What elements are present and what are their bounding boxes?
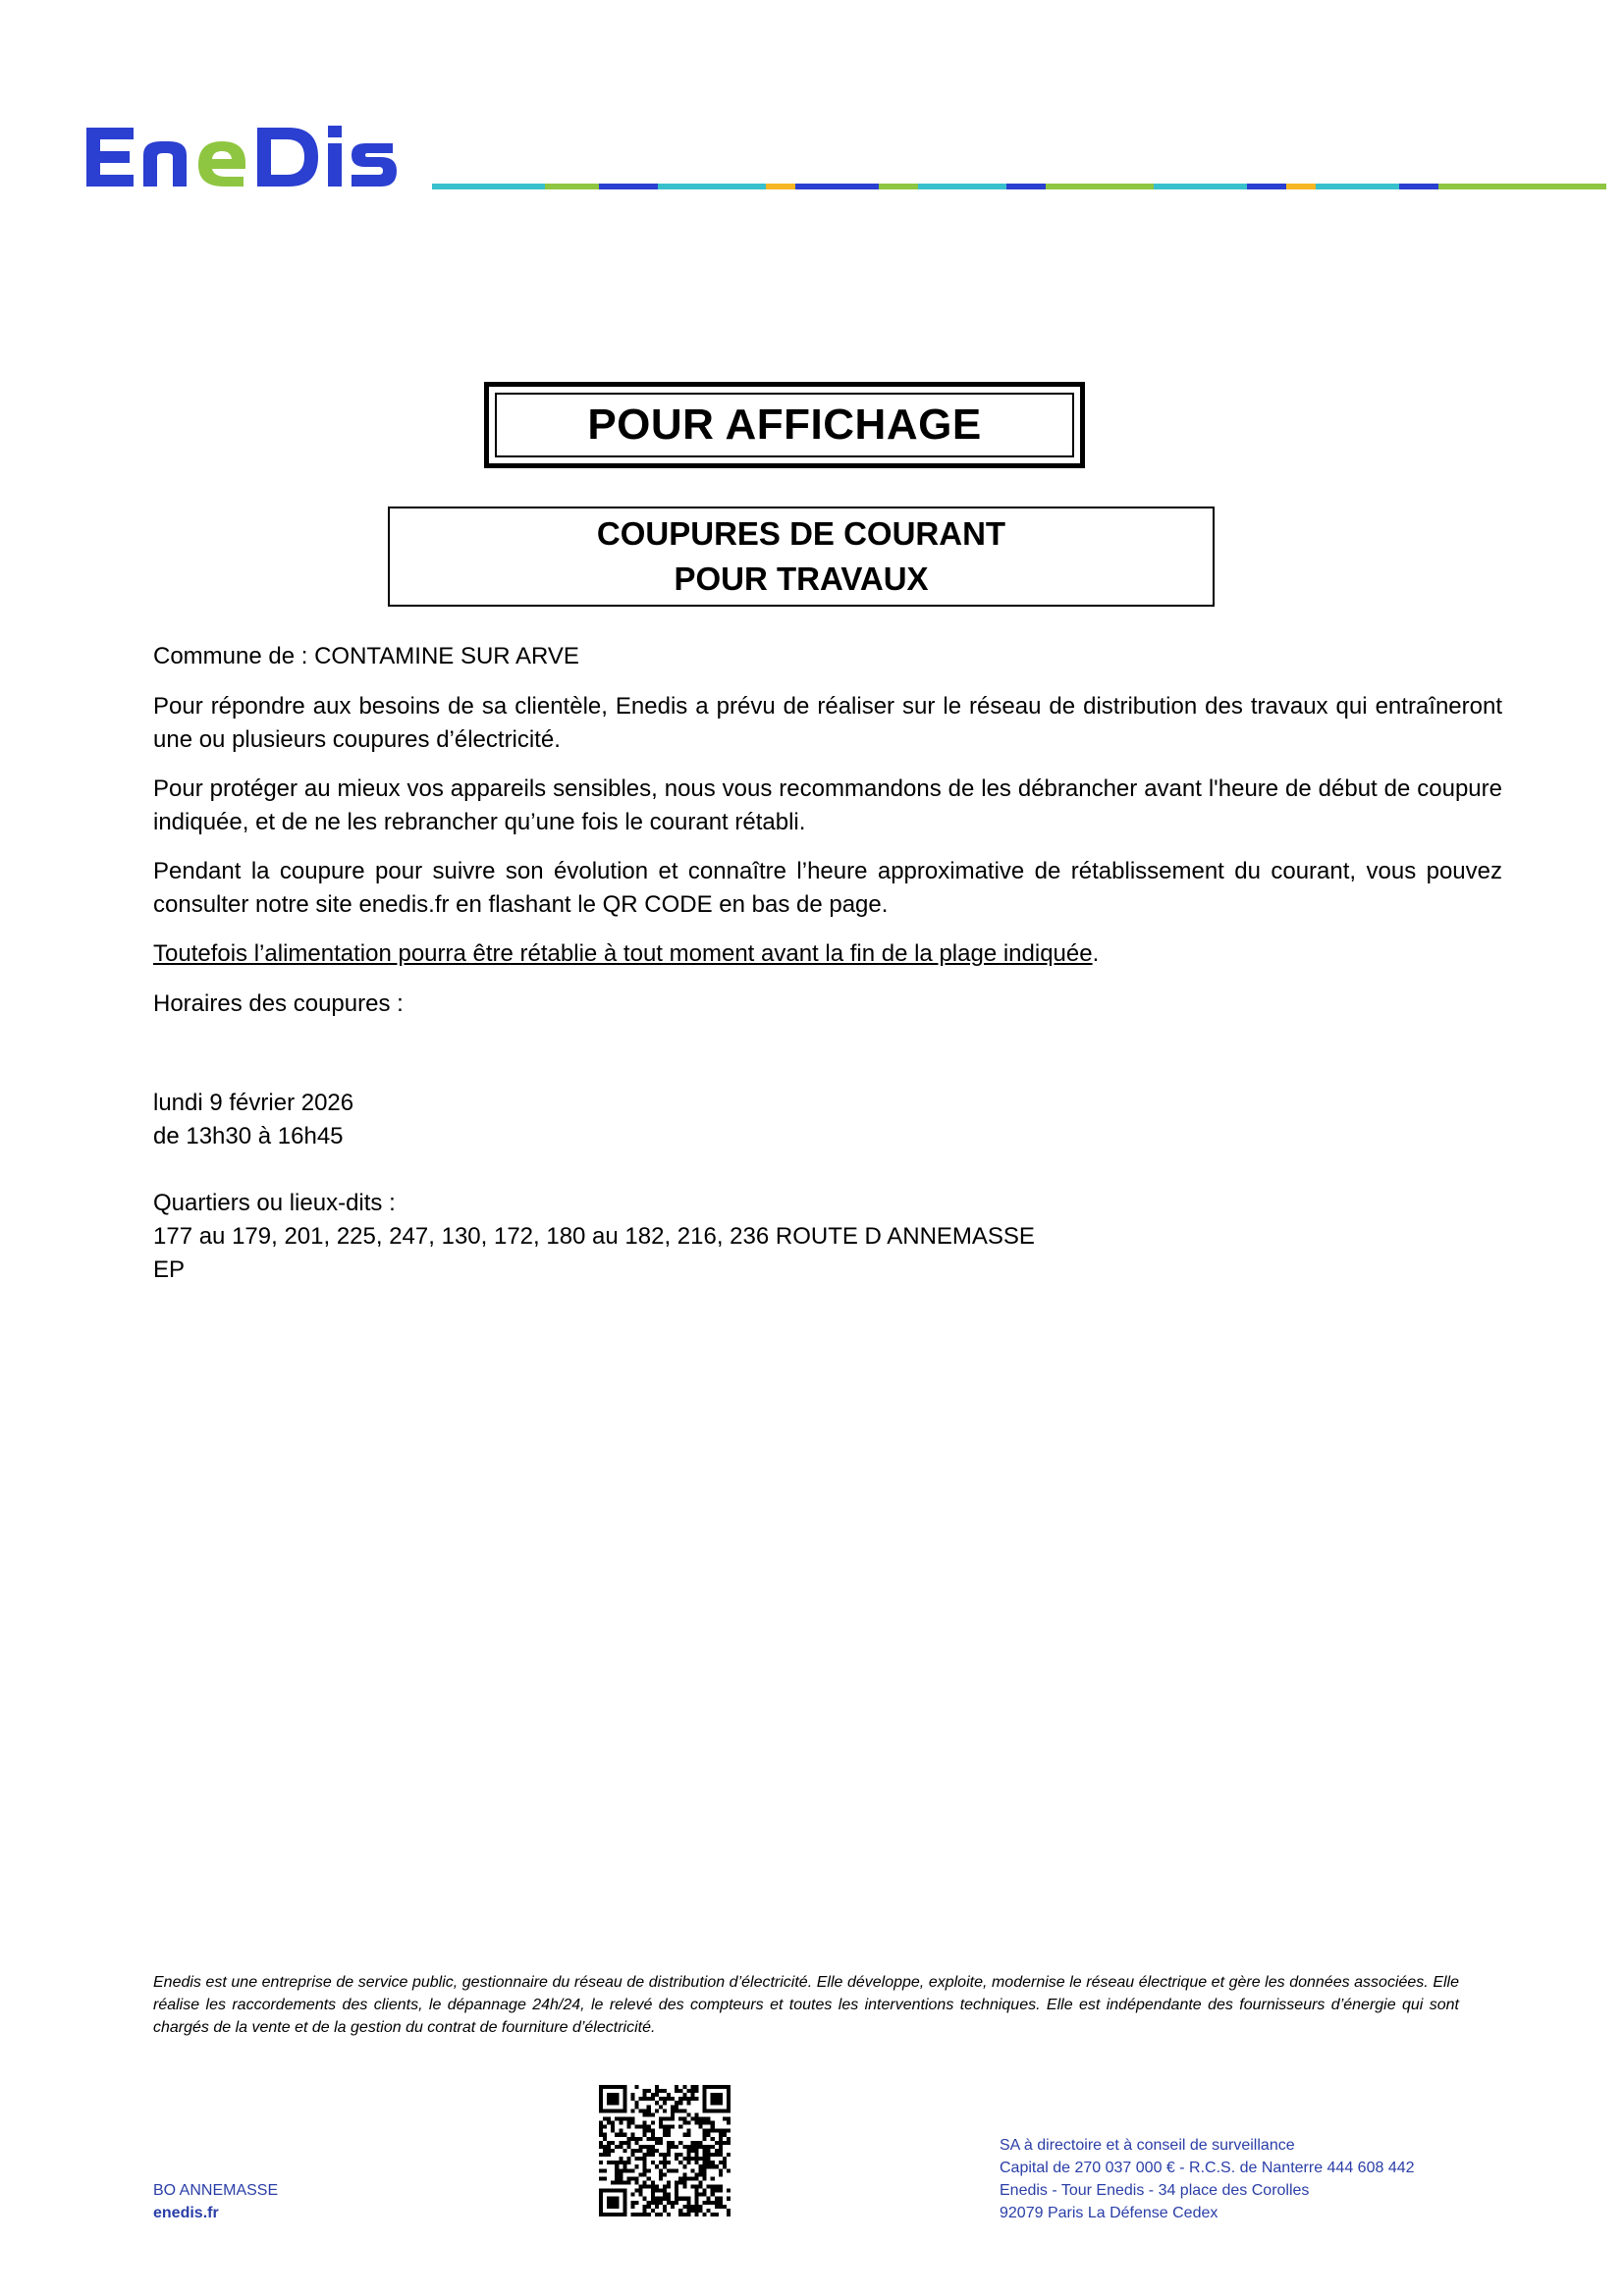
qr-code-icon[interactable] [599, 2085, 731, 2216]
legal-line-3: Enedis - Tour Enedis - 34 place des Corolles [1000, 2182, 1310, 2199]
office-name: BO ANNEMASSE [153, 2182, 279, 2199]
intro-paragraph: Pour répondre aux besoins de sa clientèle, Enedis a prévu de réaliser sur le réseau de distribution des travaux qui entraîneront une ou plusieurs coupures d’électricité. [153, 693, 1502, 753]
coupures-title-line2: POUR TRAVAUX [674, 561, 929, 597]
horaires-label: Horaires des coupures : [153, 990, 404, 1017]
stripe-segment [1046, 184, 1154, 189]
stripe-segment [766, 184, 795, 189]
stripe-segment [1438, 184, 1606, 189]
legal-line-4: 92079 Paris La Défense Cedex [1000, 2205, 1218, 2221]
enedis-logo [79, 116, 422, 198]
stripe-segment [1316, 184, 1399, 189]
stripe-segment [1247, 184, 1286, 189]
protection-paragraph: Pour protéger au mieux vos appareils sensibles, nous vous recommandons de les débrancher avant l'heure de début de coupure indiquée, et de ne les rebrancher qu’une fois le courant rétabli. [153, 775, 1502, 835]
pour-affichage-box [484, 382, 1085, 468]
qr-info-paragraph: Pendant la coupure pour suivre son évolution et connaître l’heure approximative de rétablissement du courant, vous pouvez consulter notre site enedis.fr en flashant le QR CODE en bas de page. [153, 858, 1502, 918]
footer-disclaimer: Enedis est une entreprise de service public, gestionnaire du réseau de distribution d’électricité. Elle développe, exploite, modernise le réseau électrique et gère les données associées. Elle réalise les raccordements des clients, le dépannage 24h/24, le relevé des compteurs et toutes les interventions techniques. Elle est indépendante des fournisseurs d’énergie qui sont chargés de la vente et de la gestion du contrat de fourniture d’électricité. [153, 1974, 1459, 2036]
coupures-title-box [388, 507, 1215, 607]
legal-line-1: SA à directoire et à conseil de surveillance [1000, 2137, 1295, 2154]
enedis-logo-icon [79, 116, 422, 198]
outage-date: lundi 9 février 2026 [153, 1090, 354, 1116]
stripe-segment [1399, 184, 1438, 189]
stripe-segment [1006, 184, 1046, 189]
stripe-segment [918, 184, 1006, 189]
website-link[interactable]: enedis.fr [153, 2205, 219, 2221]
notice-period: . [1092, 940, 1100, 967]
legal-line-2: Capital de 270 037 000 € - R.C.S. de Nanterre 444 608 442 [1000, 2160, 1415, 2176]
stripe-segment [658, 184, 766, 189]
header-stripe [432, 184, 1606, 189]
extra-line: EP [153, 1256, 186, 1283]
outage-time: de 13h30 à 16h45 [153, 1123, 344, 1149]
quartiers-value: 177 au 179, 201, 225, 247, 130, 172, 180 au 182, 216, 236 ROUTE D ANNEMASSE [153, 1223, 1035, 1250]
pour-affichage-title: POUR AFFICHAGE [495, 393, 1074, 457]
stripe-segment [599, 184, 658, 189]
stripe-segment [545, 184, 599, 189]
quartiers-label: Quartiers ou lieux-dits : [153, 1190, 396, 1216]
stripe-segment [1286, 184, 1316, 189]
stripe-segment [432, 184, 545, 189]
stripe-segment [795, 184, 879, 189]
stripe-segment [879, 184, 918, 189]
commune-label: Commune de : CONTAMINE SUR ARVE [153, 643, 579, 669]
stripe-segment [1154, 184, 1247, 189]
notice-line [153, 937, 1099, 971]
notice-text: Toutefois l’alimentation pourra être rétablie à tout moment avant la fin de la plage indiquée [153, 940, 1093, 967]
coupures-title-line1: COUPURES DE COURANT [596, 515, 1006, 552]
